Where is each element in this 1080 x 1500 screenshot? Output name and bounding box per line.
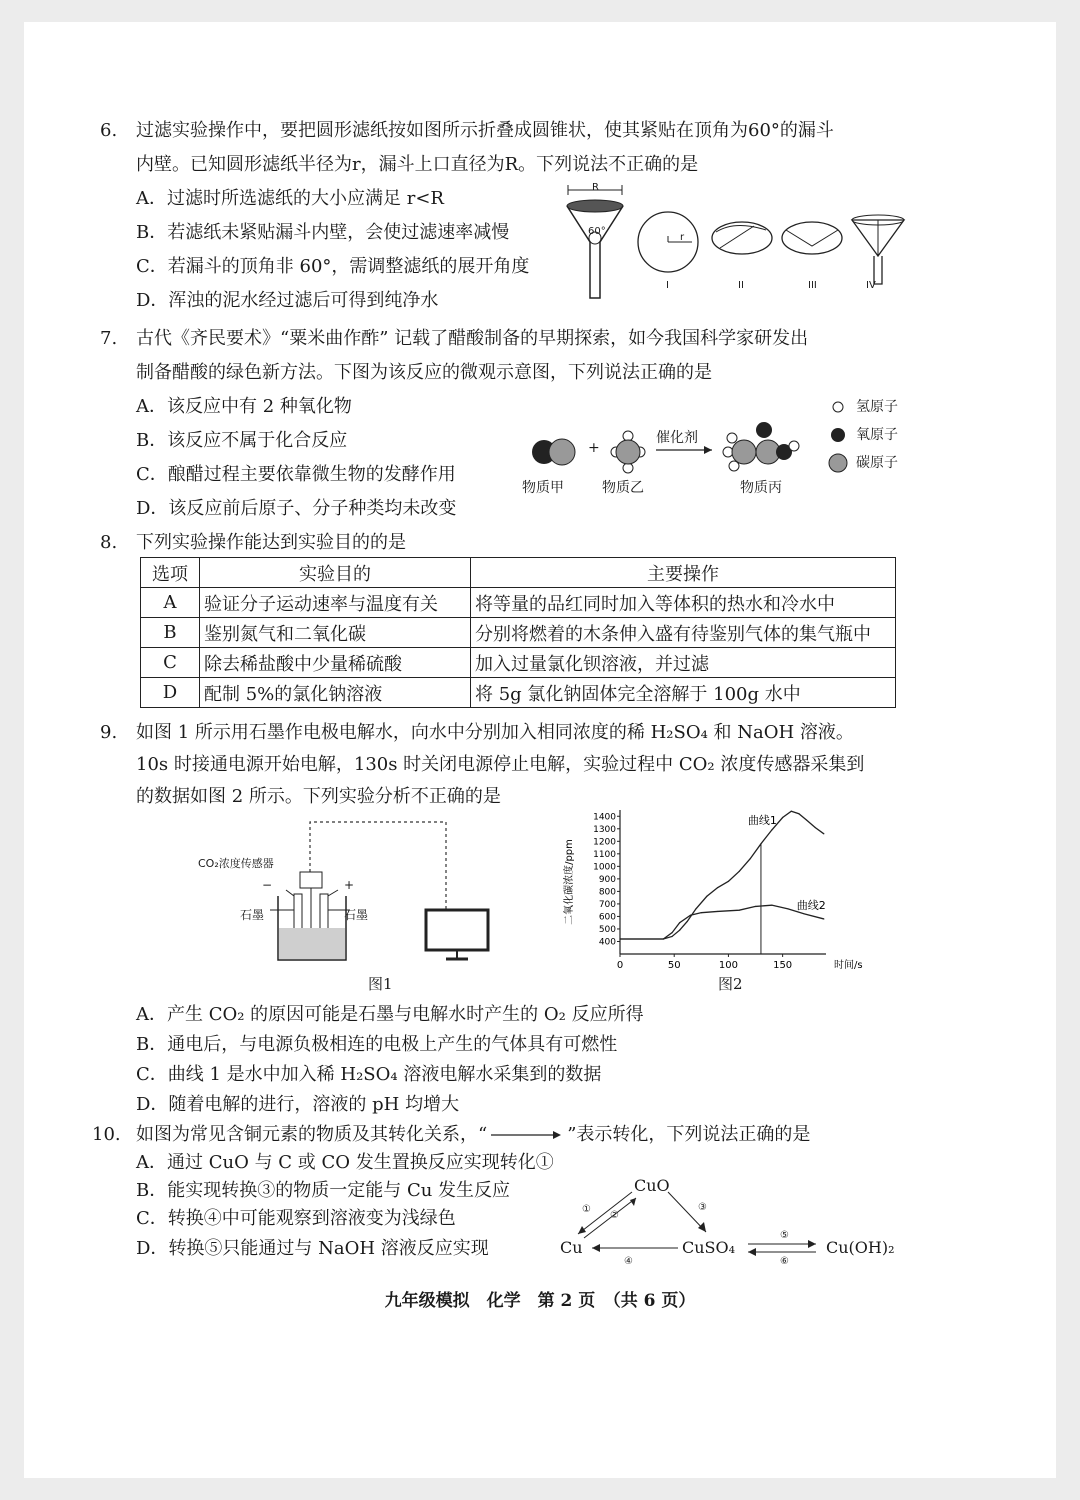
q6-fig-label-3: III <box>808 280 817 291</box>
y-tick-label: 1000 <box>593 862 616 873</box>
q6-number: 6. <box>100 120 118 141</box>
table-cell: 验证分子运动速率与温度有关 <box>200 588 471 618</box>
data-point <box>671 936 672 937</box>
q7-option-c: C．酿醋过程主要依靠微生物的发酵作用 <box>136 464 456 485</box>
q7-sub-a: 物质甲 <box>522 480 564 496</box>
data-point <box>671 932 672 933</box>
table-cell: 将 5g 氯化钠固体完全溶解于 100g 水中 <box>471 678 896 708</box>
data-point <box>771 905 772 906</box>
q10-copper-transform-diagram <box>556 1172 896 1272</box>
q6-option-b: B．若滤纸未紧贴漏斗内壁，会使过滤速率减慢 <box>136 222 510 243</box>
data-point <box>791 811 792 812</box>
data-point <box>755 906 756 907</box>
data-point <box>663 938 664 939</box>
data-point <box>679 922 680 923</box>
q8-table <box>140 557 896 708</box>
x-tick-label: 0 <box>616 960 624 971</box>
data-point <box>701 912 702 913</box>
q6-stem-line1: 过滤实验操作中，要把圆形滤纸按如图所示折叠成圆锥状，使其紧贴在顶角为60°的漏斗 <box>136 120 834 141</box>
q10-stem-part1: 如图为常见含铜元素的物质及其转化关系，“ <box>136 1124 488 1145</box>
y-tick-label: 1200 <box>593 837 616 848</box>
q10-cuso4: CuSO₄ <box>682 1238 736 1257</box>
q7-option-d: D．该反应前后原子、分子种类均未改变 <box>136 498 457 519</box>
q10-mark-3: ③ <box>698 1202 707 1213</box>
q6-fig-label-1: I <box>666 280 669 291</box>
q9-fig1-left-electrode: 石墨 <box>240 908 265 922</box>
table-cell: 鉴别氮气和二氧化碳 <box>200 618 471 648</box>
q6-funnel-figure <box>560 180 900 300</box>
q7-catalyst: 催化剂 <box>656 430 698 446</box>
q10-mark-1: ① <box>582 1204 591 1215</box>
q10-cuoh2: Cu(OH)₂ <box>826 1238 895 1257</box>
y-tick-label: 600 <box>598 912 616 923</box>
y-axis-label: 二氧化碳浓度/ppm <box>564 839 575 925</box>
q9-number: 9. <box>100 722 118 743</box>
series-line-1 <box>620 811 824 939</box>
q7-number: 7. <box>100 328 118 349</box>
series-label-1: 曲线1 <box>747 813 777 827</box>
q9-stem-line3: 的数据如图 2 所示。下列实验分析不正确的是 <box>136 786 501 807</box>
data-point <box>750 858 751 859</box>
data-point <box>679 930 680 931</box>
table-header: 选项 <box>141 558 200 588</box>
q7-stem-line2: 制备醋酸的绿色新方法。下图为该反应的微观示意图，下列说法正确的是 <box>136 362 712 383</box>
q10-stem-line1 <box>136 1124 810 1146</box>
q10-cuo: CuO <box>634 1176 670 1195</box>
y-tick-label: 1100 <box>593 849 616 860</box>
data-point <box>815 827 816 828</box>
y-tick-label: 1400 <box>593 812 616 823</box>
data-point <box>687 921 688 922</box>
q10-mark-2: ② <box>610 1210 619 1221</box>
q10-option-a: A．通过 CuO 与 C 或 CO 发生置换反应实现转化① <box>136 1152 554 1173</box>
table-cell: 将等量的品红同时加入等体积的热水和冷水中 <box>471 588 896 618</box>
q7-legend-c: 碳原子 <box>856 455 898 471</box>
q9-fig1-caption: 图1 <box>368 975 393 993</box>
q10-mark-6: ⑥ <box>780 1256 789 1267</box>
q10-mark-5: ⑤ <box>780 1230 789 1241</box>
data-point <box>760 843 761 844</box>
q6-fig-angle: 60° <box>588 226 606 237</box>
q10-cu: Cu <box>560 1238 583 1257</box>
q7-sub-c: 物质丙 <box>740 480 782 496</box>
q6-option-c: C．若漏斗的顶角非 60°，需调整滤纸的展开角度 <box>136 256 530 277</box>
q10-option-d: D．转换⑤只能通过与 NaOH 溶液反应实现 <box>136 1238 489 1259</box>
q6-stem-line2: 内壁。已知圆形滤纸半径为r，漏斗上口直径为R。下列说法不正确的是 <box>136 154 699 175</box>
x-tick-label: 150 <box>773 960 793 971</box>
data-point <box>717 887 718 888</box>
data-point <box>690 915 691 916</box>
data-point <box>804 913 805 914</box>
series-label-2: 曲线2 <box>796 898 826 912</box>
q9-fig1-neg: − <box>262 878 273 892</box>
q7-legend-h: 氢原子 <box>856 399 898 415</box>
q9-option-c: C．曲线 1 是水中加入稀 H₂SO₄ 溶液电解水采集到的数据 <box>136 1064 602 1085</box>
q9-co2-chart <box>560 800 863 1000</box>
table-header: 主要操作 <box>471 558 896 588</box>
q6-option-d: D．浑浊的泥水经过滤后可得到纯净水 <box>136 290 439 311</box>
data-point <box>695 908 696 909</box>
data-point <box>771 829 772 830</box>
table-cell: 配制 5%的氯化钠溶液 <box>200 678 471 708</box>
q9-option-d: D．随着电解的进行，溶液的 pH 均增大 <box>136 1094 460 1115</box>
x-axis-label: 时间/s <box>834 960 863 971</box>
data-point <box>739 871 740 872</box>
y-tick-label: 400 <box>598 937 616 948</box>
series-line-2 <box>620 905 824 939</box>
table-row <box>141 618 896 648</box>
table-cell: 加入过量氯化钡溶液，并过滤 <box>471 648 896 678</box>
q6-fig-label-2: II <box>738 280 744 291</box>
q10-option-c: C．转换④中可能观察到溶液变为浅绿色 <box>136 1208 456 1229</box>
q9-fig1-pos: + <box>344 878 355 892</box>
y-tick-label: 500 <box>598 924 616 935</box>
data-point <box>806 819 807 820</box>
q7-sub-b: 物质乙 <box>602 480 644 496</box>
data-point <box>798 813 799 814</box>
data-point <box>728 881 729 882</box>
table-header: 实验目的 <box>200 558 471 588</box>
q7-stem-line1: 古代《齐民要术》“粟米曲作酢” 记载了醋酸制备的早期探索，如今我国科学家研发出 <box>136 328 809 349</box>
table-cell: 除去稀盐酸中少量稀硫酸 <box>200 648 471 678</box>
data-point <box>823 918 824 919</box>
q9-electrolysis-apparatus <box>250 812 500 972</box>
table-row <box>141 588 896 618</box>
q9-stem-line2: 10s 时接通电源开始电解，130s 时关闭电源停止电解，实验过程中 CO₂ 浓度传感器采集到 <box>136 754 865 775</box>
q7-option-a: A．该反应中有 2 种氧化物 <box>136 396 352 417</box>
table-row <box>141 678 896 708</box>
arrow-icon <box>487 1130 567 1140</box>
q10-option-b: B．能实现转换③的物质一定能与 Cu 发生反应 <box>136 1180 511 1201</box>
data-point <box>706 896 707 897</box>
table-cell: D <box>141 678 200 708</box>
q7-option-b: B．该反应不属于化合反应 <box>136 430 348 451</box>
y-tick-label: 700 <box>598 899 616 910</box>
table-cell: 分别将燃着的木条伸入盛有待鉴别气体的集气瓶中 <box>471 618 896 648</box>
chart-caption: 图2 <box>718 975 743 993</box>
q6-fig-r: r <box>680 232 685 243</box>
data-point <box>823 833 824 834</box>
q8-stem-line1: 下列实验操作能达到实验目的的是 <box>136 532 406 553</box>
x-tick-label: 100 <box>718 960 738 971</box>
y-tick-label: 900 <box>598 874 616 885</box>
table-header-row <box>141 558 896 588</box>
x-tick-label: 50 <box>667 960 681 971</box>
table-cell: C <box>141 648 200 678</box>
q10-number: 10. <box>92 1124 121 1145</box>
data-point <box>717 911 718 912</box>
y-tick-label: 800 <box>598 887 616 898</box>
table-cell: B <box>141 618 200 648</box>
q6-option-a: A．过滤时所选滤纸的大小应满足 r<R <box>136 188 444 209</box>
q10-stem-part2: ”表示转化，下列说法正确的是 <box>567 1124 811 1145</box>
data-point <box>787 908 788 909</box>
q6-fig-R: R <box>592 182 599 193</box>
y-tick-label: 1300 <box>593 824 616 835</box>
q9-fig1-sensor: CO₂浓度传感器 <box>198 857 274 870</box>
data-point <box>619 938 620 939</box>
q9-option-a: A．产生 CO₂ 的原因可能是石墨与电解水时产生的 O₂ 反应所得 <box>136 1004 644 1025</box>
q9-option-b: B．通电后，与电源负极相连的电极上产生的气体具有可燃性 <box>136 1034 618 1055</box>
q8-number: 8. <box>100 532 118 553</box>
q7-plus: + <box>588 440 600 456</box>
q10-mark-4: ④ <box>624 1256 633 1267</box>
page-footer: 九年级模拟 化学 第 2 页 （共 6 页） <box>384 1291 696 1311</box>
q6-fig-label-4: IV <box>866 280 876 291</box>
q9-fig1-right-electrode: 石墨 <box>344 908 369 922</box>
q7-legend-o: 氧原子 <box>856 427 898 443</box>
data-point <box>739 910 740 911</box>
table-row <box>141 648 896 678</box>
data-point <box>782 817 783 818</box>
q9-stem-line1: 如图 1 所示用石墨作电极电解水，向水中分别加入相同浓度的稀 H₂SO₄ 和 NaOH 溶液。 <box>136 722 854 743</box>
table-cell: A <box>141 588 200 618</box>
